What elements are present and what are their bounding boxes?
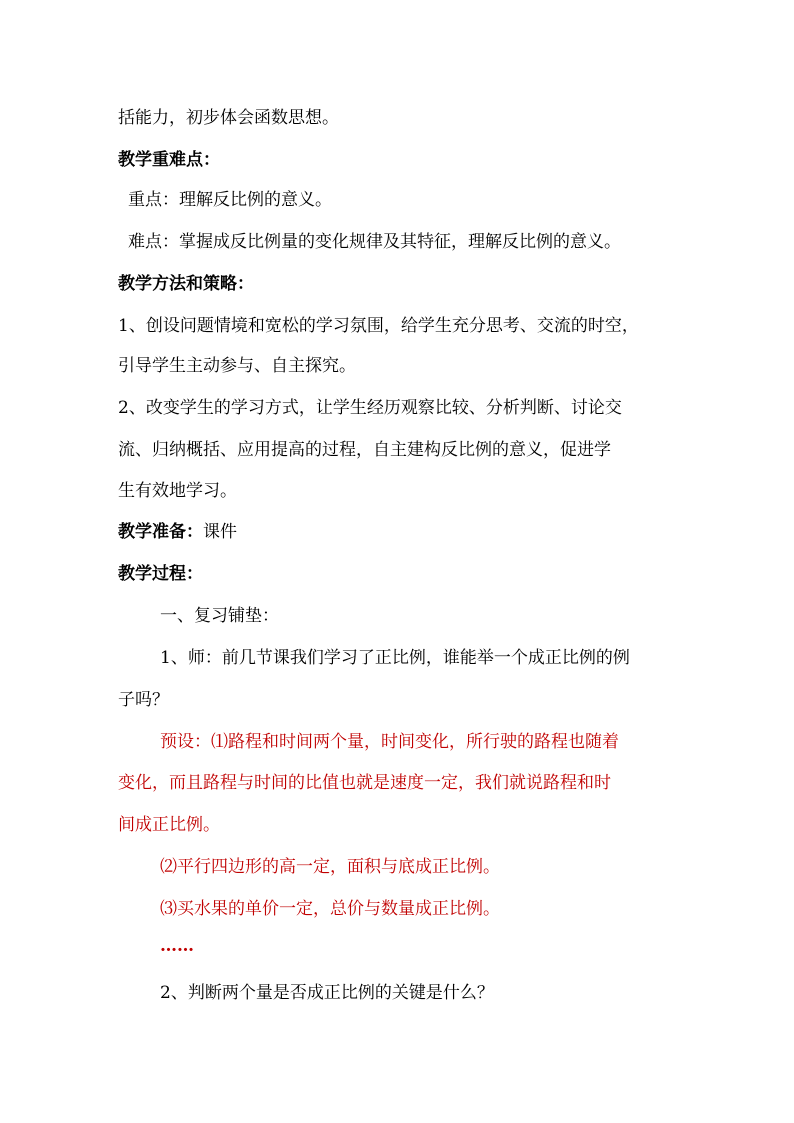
text-line: 子吗？ [118,690,169,710]
ellipsis: …… [160,936,194,956]
text-line-difficulty: 难点：掌握成反比例量的变化规律及其特征，理解反比例的意义。 [128,232,621,252]
text-line-preset-answer: 间成正比例。 [118,815,220,835]
subsection-heading-review: 一、复习铺垫： [160,606,279,626]
section-preparation [118,521,237,543]
text-line-preset-answer: ⑵平行四边形的高一定，面积与底成正比例。 [160,857,500,877]
text-line: 2、改变学生的学习方式，让学生经历观察比较、分析判断、讨论交 [118,398,622,418]
text-line: 流、归纳概括、应用提高的过程，自主建构反比例的意义，促进学 [118,440,611,460]
text-line: 引导学生主动参与、自主探究。 [118,356,356,376]
text-line-preset-answer: 变化，而且路程与时间的比值也就是速度一定，我们就说路程和时 [118,773,611,793]
text-line-question-2: 2、判断两个量是否成正比例的关键是什么？ [160,983,494,1003]
text-line-key-point: 重点：理解反比例的意义。 [128,190,332,210]
text-line: 生有效地学习。 [118,481,237,501]
section-heading-process: 教学过程： [118,564,203,584]
text-line-preset-answer: 预设：⑴路程和时间两个量，时间变化，所行驶的路程也随着 [160,732,619,752]
text-line-question-1: 1、师：前几节课我们学习了正比例，谁能举一个成正比例的例 [160,648,630,668]
section-heading-preparation: 教学准备： [118,522,203,542]
section-heading-methods: 教学方法和策略： [118,274,254,294]
text-line-preset-answer: ⑶买水果的单价一定，总价与数量成正比例。 [160,899,500,919]
section-heading-key-points: 教学重难点： [118,150,220,170]
preparation-value: 课件 [203,522,237,542]
text-line: 括能力，初步体会函数思想。 [118,108,339,128]
text-line: 1、创设问题情境和宽松的学习氛围，给学生充分思考、交流的时空， [118,316,639,336]
